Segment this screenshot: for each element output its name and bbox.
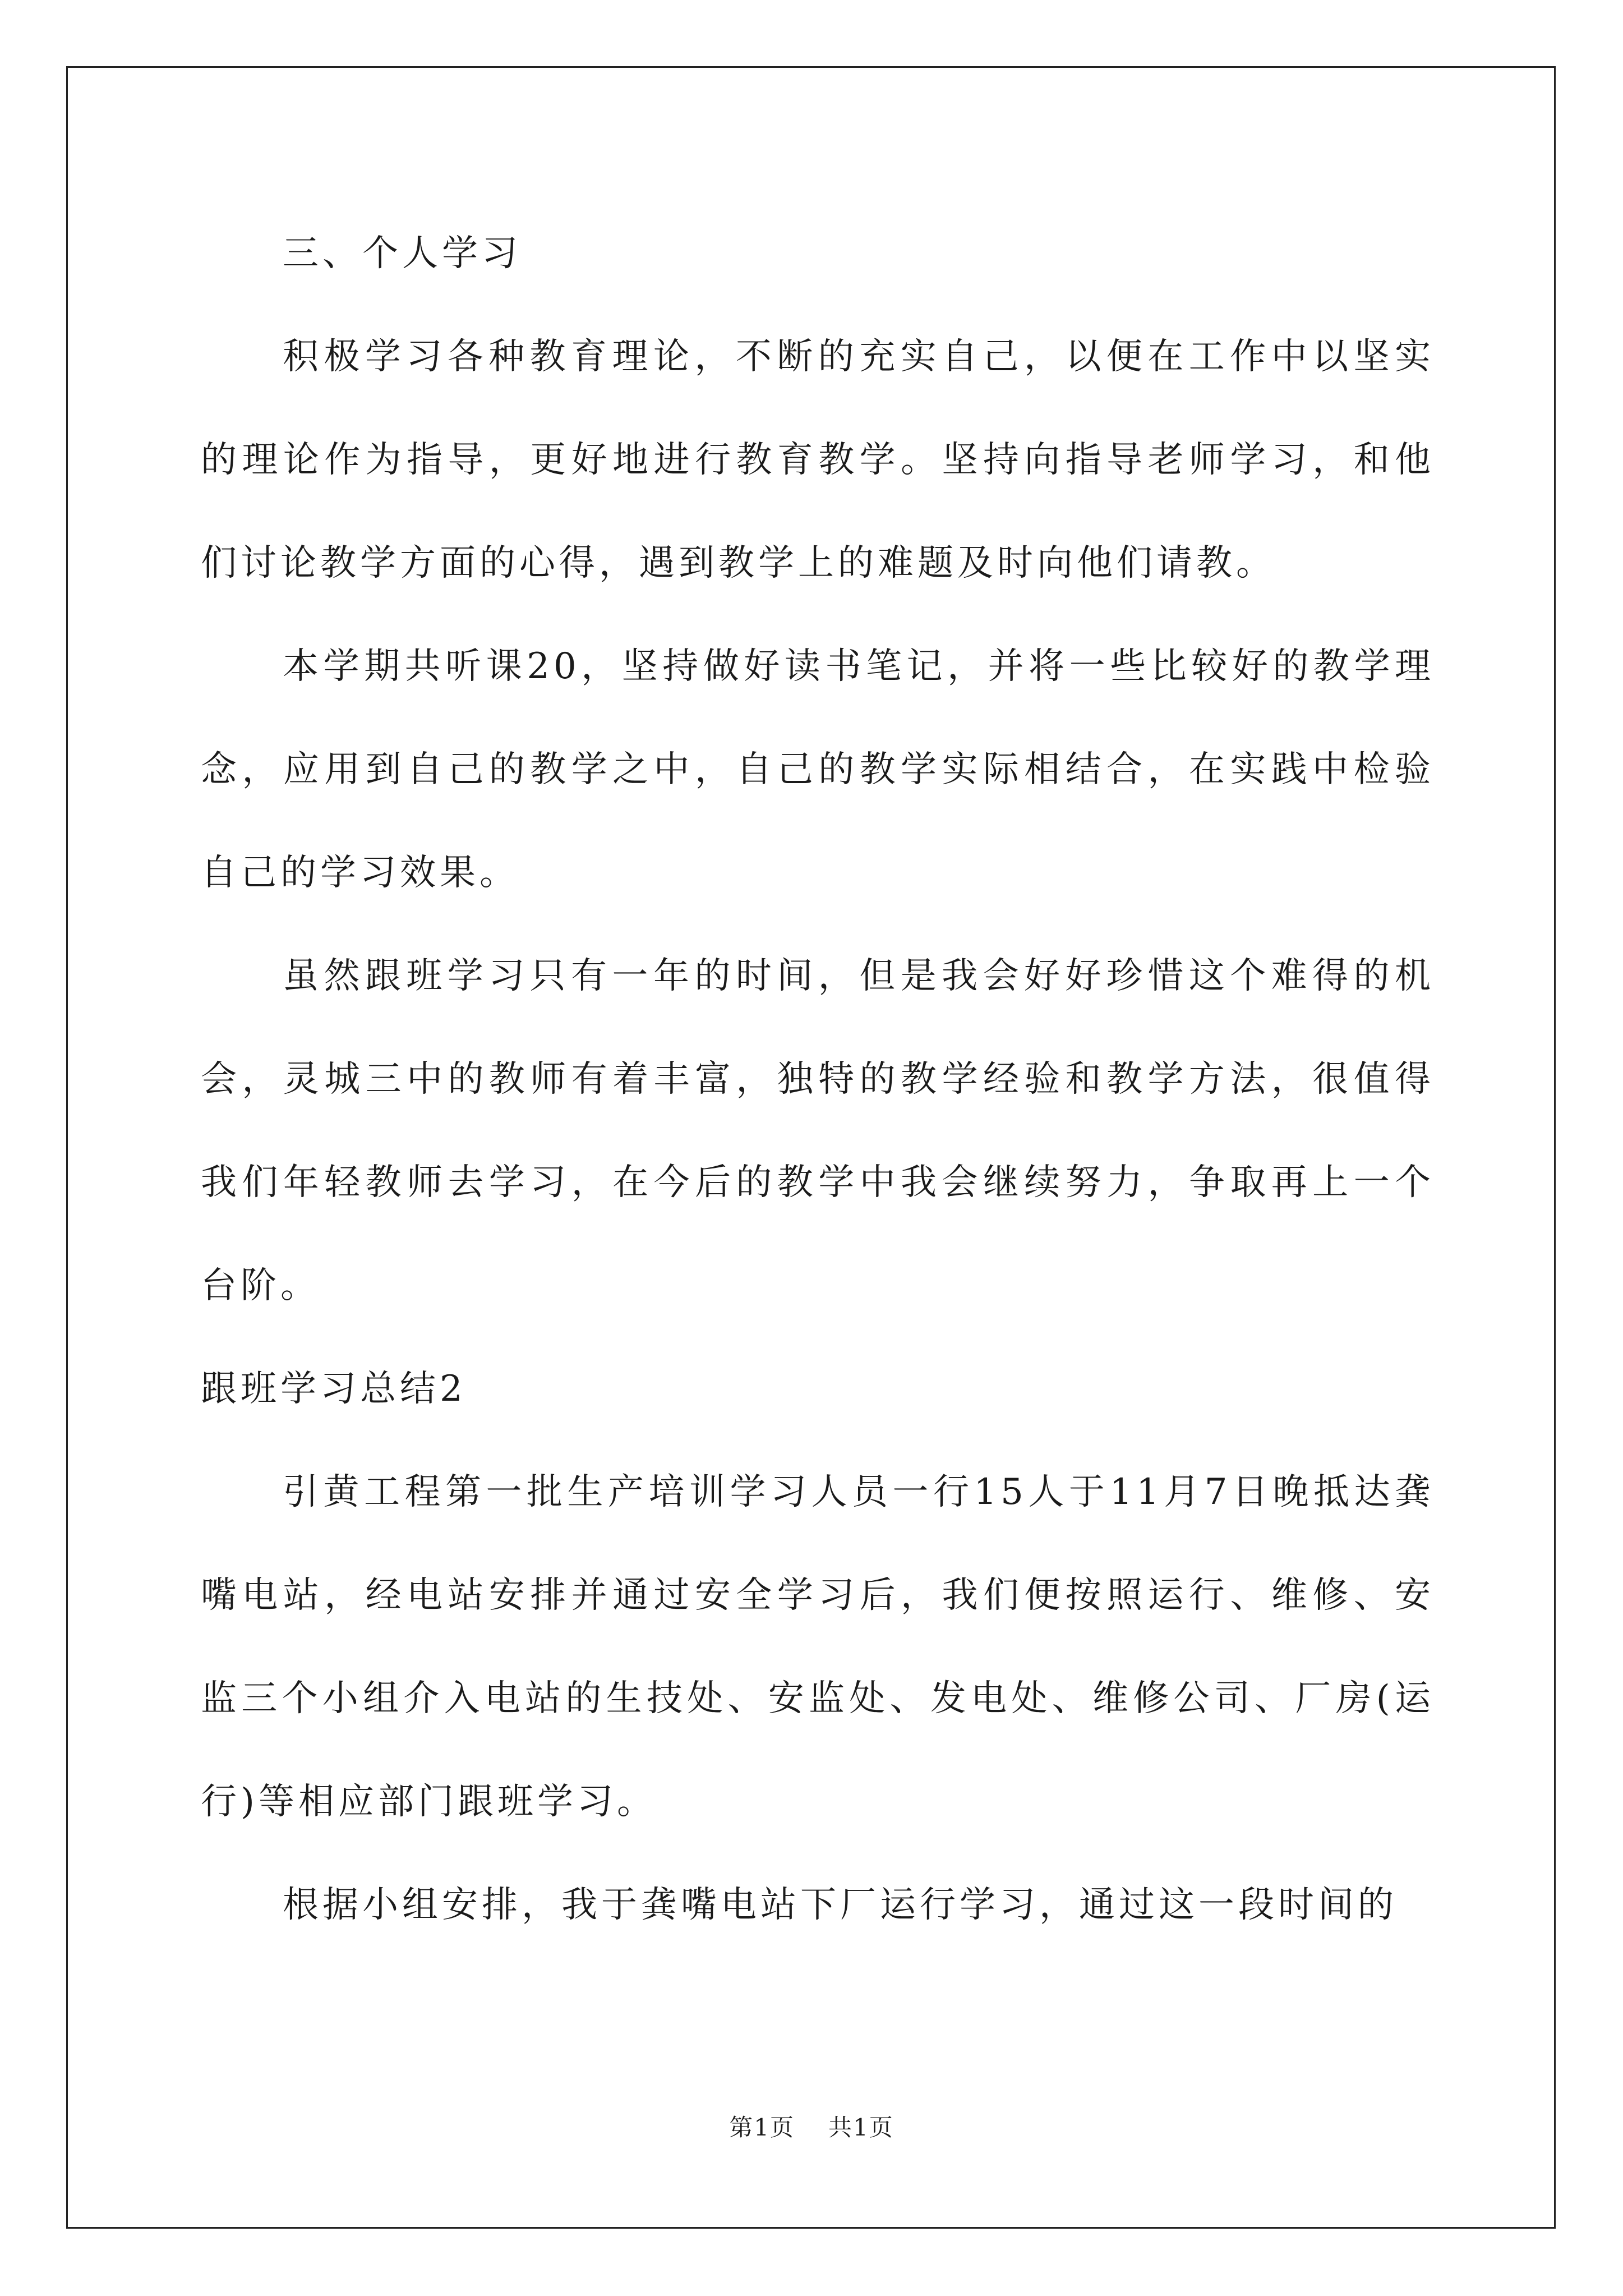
paragraph: 引黄工程第一批生产培训学习人员一行15人于11月7日晚抵达龚嘴电站，经电站安排并通过安全学习后，我们便按照运行、维修、安监三个小组介入电站的生技处、安监处、发电处、维修公司、厂房(运行)等相应部门跟班学习。 xyxy=(201,1471,1435,1823)
section-heading-personal-study: 三、个人学习 xyxy=(283,233,522,274)
section-title: 跟班学习总结2 xyxy=(201,1368,467,1410)
paragraph: 根据小组安排，我于龚嘴电站下厂运行学习，通过这一段时间的 xyxy=(283,1884,1398,1926)
document-body xyxy=(201,202,1435,1957)
page-number: 第1页 xyxy=(729,2114,795,2141)
paragraph: 虽然跟班学习只有一年的时间，但是我会好好珍惜这个难得的机会，灵城三中的教师有着丰富，独特的教学经验和教学方法，很值得我们年轻教师去学习，在今后的教学中我会继续努力，争取再上一个台阶。 xyxy=(201,955,1435,1306)
page-footer xyxy=(0,2109,1623,2143)
page-total: 共1页 xyxy=(828,2114,894,2141)
paragraph: 积极学习各种教育理论，不断的充实自己，以便在工作中以坚实的理论作为指导，更好地进行教育教学。坚持向指导老师学习，和他们讨论教学方面的心得，遇到教学上的难题及时向他们请教。 xyxy=(201,336,1435,584)
paragraph: 本学期共听课20，坚持做好读书笔记，并将一些比较好的教学理念，应用到自己的教学之中，自己的教学实际相结合，在实践中检验自己的学习效果。 xyxy=(201,646,1435,894)
